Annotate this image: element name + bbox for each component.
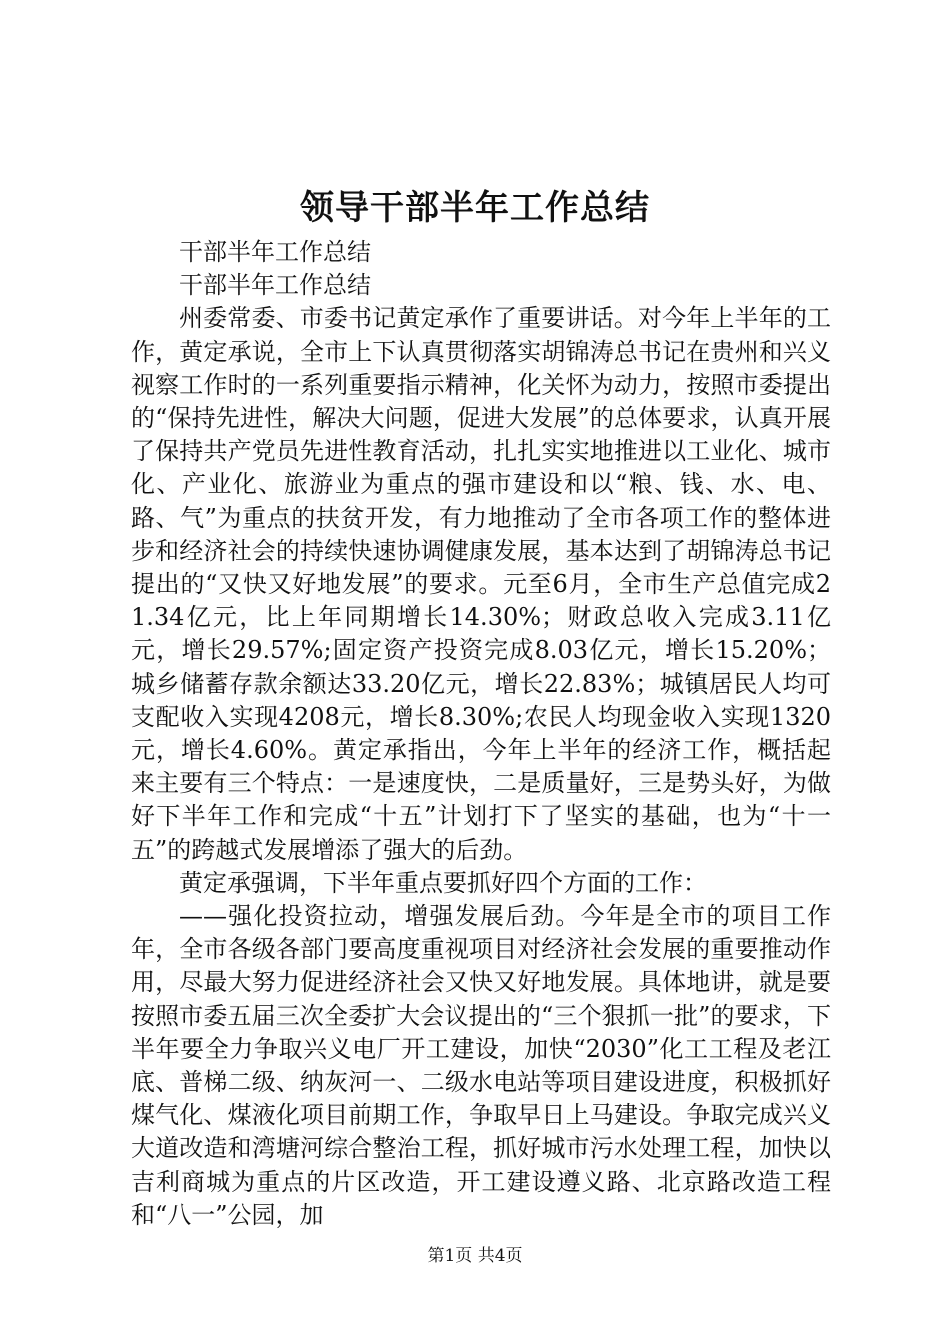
paragraph-subtitle-1: 干部半年工作总结 [179, 238, 371, 266]
document-title: 领导干部半年工作总结 [300, 188, 650, 228]
paragraph-body-2: 黄定承强调，下半年重点要抓好四个方面的工作： [179, 868, 707, 897]
paragraph-body-3: ——强化投资拉动，增强发展后劲。今年是全市的项目工作年，全市各级各部门要高度重视项目对经济社会发展的重要推动作用，尽最大努力促进经济社会又快又好地发展。具体地讲，就是要按照市委五届三次全委扩大会议提出的“三个狠抓一批”的要求，下半年要全力争取兴义电厂开工建设，加快“2030”化工工程及老江底、普梯二级、纳灰河一、二级水电站等项目建设进度，积极抓好煤气化、煤液化项目前期工作，争取早日上马建设。争取完成兴义大道改造和湾塘河综合整治工程，抓好城市污水处理工程，加快以吉利商城为重点的片区改造，开工建设遵义路、北京路改造工程和“八一”公园，加 [131, 902, 831, 1229]
document-body [131, 236, 831, 1232]
page-footer: 第1页 共4页 [427, 1246, 523, 1266]
paragraph-body-1: 州委常委、市委书记黄定承作了重要讲话。对今年上半年的工作，黄定承说，全市上下认真贯彻落实胡锦涛总书记在贵州和兴义视察工作时的一系列重要指示精神，化关怀为动力，按照市委提出的“保持先进性，解决大问题，促进大发展”的总体要求，认真开展了保持共产党员先进性教育活动，扎扎实实地推进以工业化、城市化、产业化、旅游业为重点的强市建设和以“粮、钱、水、电、路、气”为重点的扶贫开发，有力地推动了全市各项工作的整体进步和经济社会的持续快速协调健康发展，基本达到了胡锦涛总书记提出的“又快又好地发展”的要求。元至6月，全市生产总值完成21.34亿元，比上年同期增长14.30%；财政总收入完成3.11亿元，增长29.57%;固定资产投资完成8.03亿元，增长15.20%；城乡储蓄存款余额达33.20亿元，增长22.83%；城镇居民人均可支配收入实现4208元，增长8.30%;农民人均现金收入实现1320元，增长4.60%。黄定承指出，今年上半年的经济工作，概括起来主要有三个特点：一是速度快，二是质量好，三是势头好，为做好下半年工作和完成“十五”计划打下了坚实的基础，也为“十一五”的跨越式发展增添了强大的后劲。 [131, 304, 831, 864]
paragraph-subtitle-2: 干部半年工作总结 [179, 271, 371, 300]
